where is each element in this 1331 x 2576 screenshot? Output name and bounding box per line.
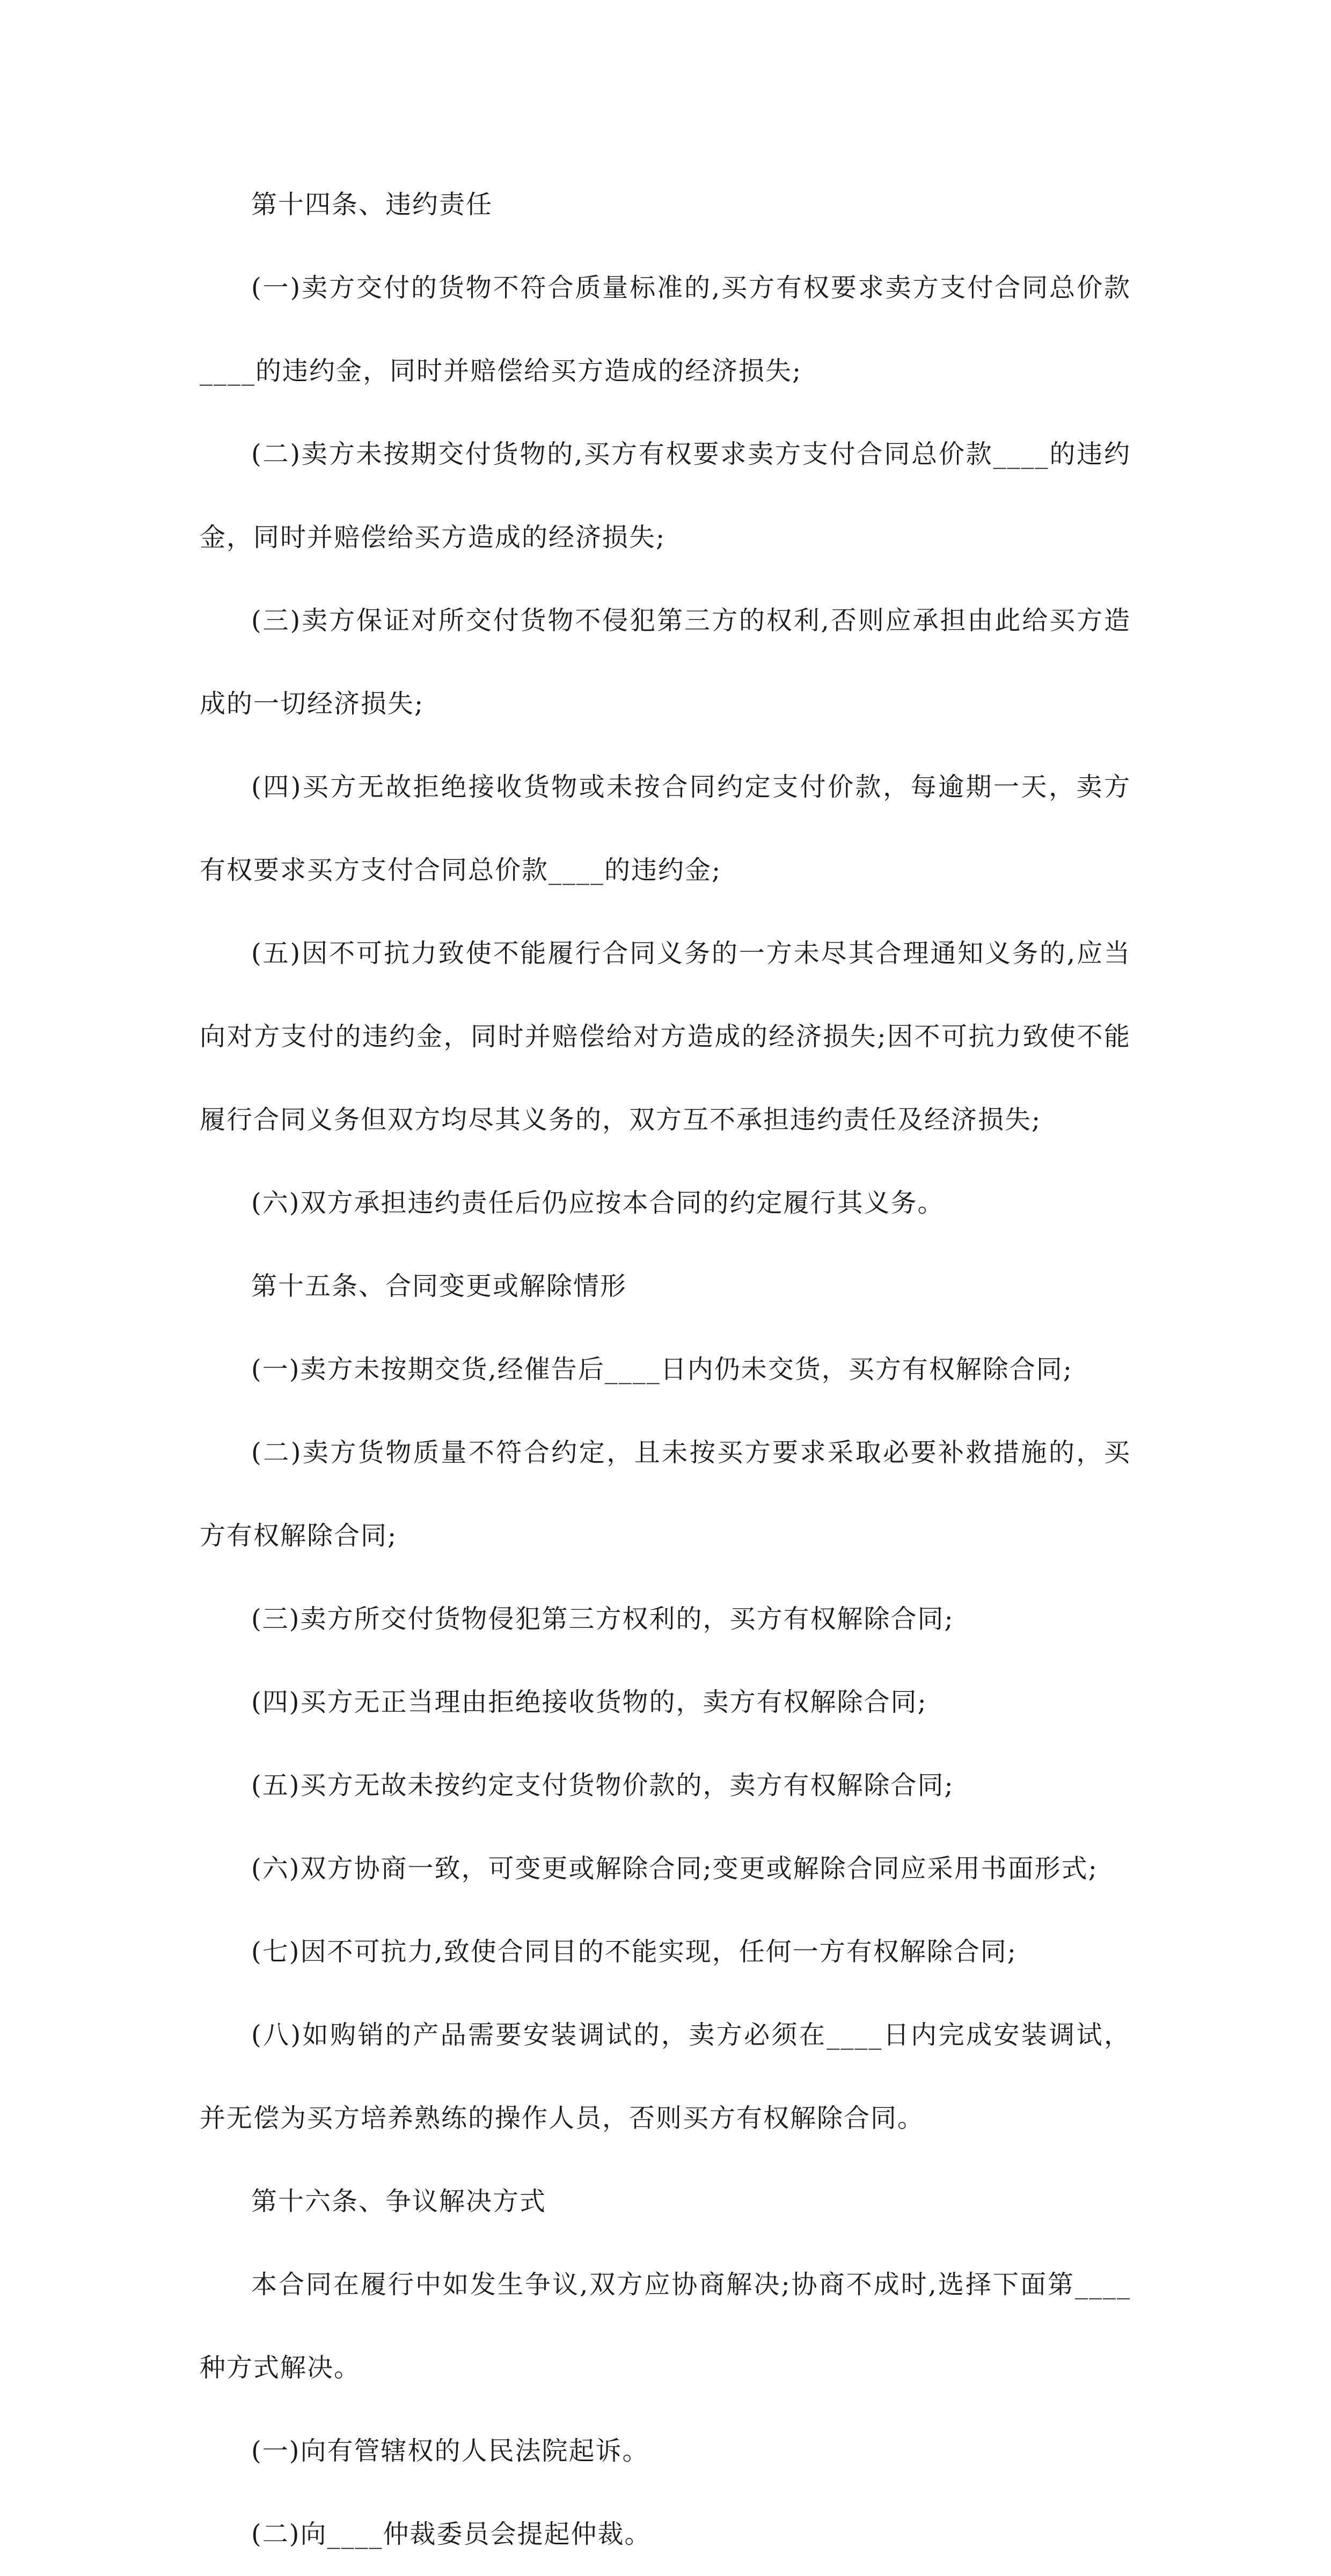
article-16-option-1: (一)向有管辖权的人民法院起诉。 bbox=[251, 2436, 649, 2466]
article-16-heading: 第十六条、争议解决方式 bbox=[251, 2186, 547, 2216]
article-14-clause-3: (三)卖方保证对所交付货物不侵犯第三方的权利,否则应承担由此给买方造成的一切经济损失; bbox=[200, 605, 1131, 719]
article-15-clause-6: (六)双方协商一致，可变更或解除合同;变更或解除合同应采用书面形式; bbox=[251, 1853, 1098, 1884]
article-15-clause-7: (七)因不可抗力,致使合同目的不能实现，任何一方有权解除合同; bbox=[251, 1937, 1017, 1967]
article-14-clause-5: (五)因不可抗力致使不能履行合同义务的一方未尽其合理通知义务的,应当向对方支付的违约金，同时并赔偿给对方造成的经济损失;因不可抗力致使不能履行合同义务但双方均尽其义务的，双方互不承担违约责任及经济损失; bbox=[200, 938, 1131, 1135]
article-14-clause-6: (六)双方承担违约责任后仍应按本合同的约定履行其义务。 bbox=[251, 1188, 945, 1218]
article-15-clause-8: (八)如购销的产品需要安装调试的，卖方必须在____日内完成安装调试，并无偿为买方培养熟练的操作人员，否则买方有权解除合同。 bbox=[200, 2020, 1131, 2133]
document-body bbox=[200, 163, 1131, 2576]
article-14-heading: 第十四条、违约责任 bbox=[251, 189, 493, 220]
article-15-clause-3: (三)卖方所交付货物侵犯第三方权利的，买方有权解除合同; bbox=[251, 1604, 954, 1634]
article-15-heading: 第十五条、合同变更或解除情形 bbox=[251, 1271, 627, 1301]
article-14-clause-2: (二)卖方未按期交付货物的,买方有权要求卖方支付合同总价款____的违约金，同时并赔偿给买方造成的经济损失; bbox=[200, 439, 1131, 552]
article-16-option-2: (二)向____仲裁委员会提起仲裁。 bbox=[251, 2519, 652, 2549]
article-15-clause-1: (一)卖方未按期交货,经催告后____日内仍未交货，买方有权解除合同; bbox=[251, 1354, 1073, 1384]
article-16-intro: 本合同在履行中如发生争议,双方应协商解决;协商不成时,选择下面第____种方式解决。 bbox=[200, 2269, 1131, 2383]
article-14-clause-4: (四)买方无故拒绝接收货物或未按合同约定支付价款，每逾期一天，卖方有权要求买方支付合同总价款____的违约金; bbox=[200, 772, 1131, 885]
article-15-clause-2: (二)卖方货物质量不符合约定，且未按买方要求采取必要补救措施的，买方有权解除合同; bbox=[200, 1437, 1131, 1551]
article-15-clause-4: (四)买方无正当理由拒绝接收货物的，卖方有权解除合同; bbox=[251, 1687, 927, 1717]
article-14-clause-1: (一)卖方交付的货物不符合质量标准的,买方有权要求卖方支付合同总价款____的违约金，同时并赔偿给买方造成的经济损失; bbox=[200, 273, 1131, 386]
article-15-clause-5: (五)买方无故未按约定支付货物价款的，卖方有权解除合同; bbox=[251, 1770, 954, 1800]
